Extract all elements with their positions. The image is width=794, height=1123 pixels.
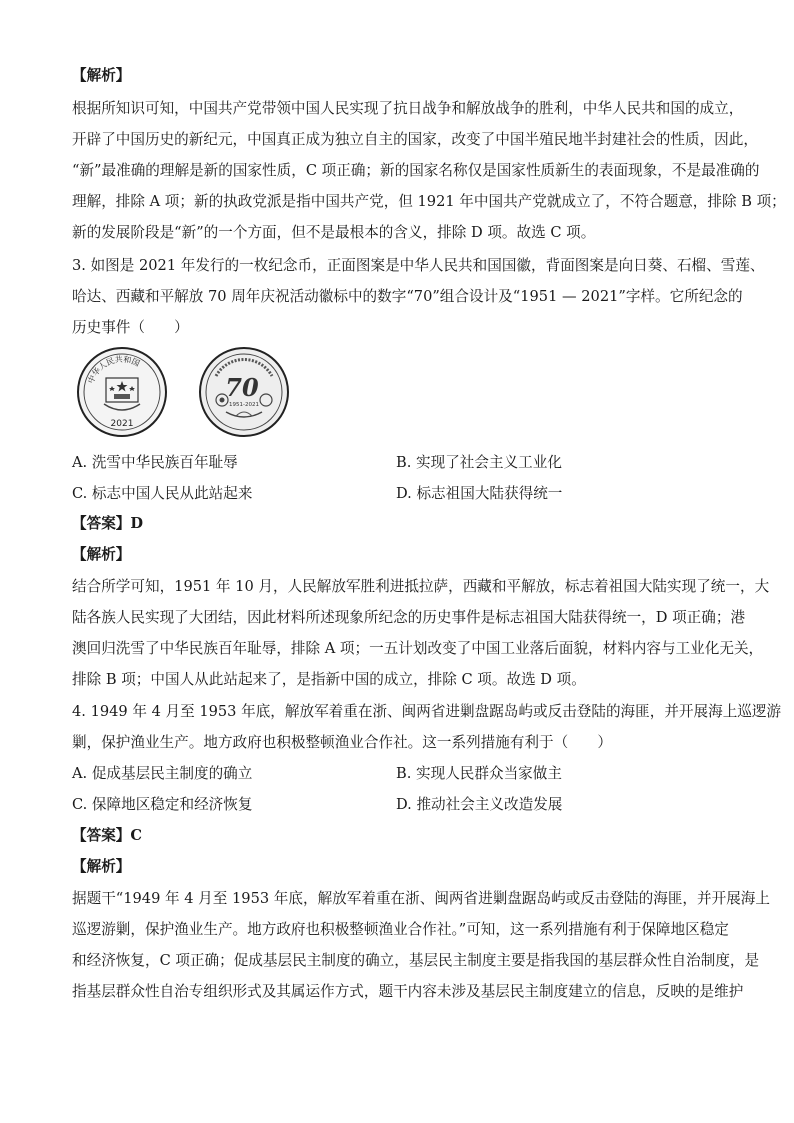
- coin-back-number: 70: [225, 373, 259, 402]
- q3-option-b: B. 实现了社会主义工业化: [396, 454, 562, 471]
- q4-stem-line-2: 剿，保护渔业生产。地方政府也积极整顿渔业合作社。这一系列措施有利于（ ）: [72, 734, 612, 751]
- q2-analysis-label: 【解析】: [72, 67, 131, 84]
- q2-analysis-line-2: 开辟了中国历史的新纪元，中国真正成为独立自主的国家，改变了中国半殖民地半封建社会的性质，因此，: [72, 131, 758, 148]
- q2-analysis-line-5: 新的发展阶段是“新”的一个方面，但不是最根本的含义，排除 D 项。故选 C 项。: [72, 224, 596, 241]
- q3-stem-line-3: 历史事件（ ）: [72, 319, 189, 336]
- q2-analysis-line-3: “新”最准确的理解是新的国家性质，C 项正确；新的国家名称仅是国家性质新生的表面现象，不是最准确的: [72, 162, 760, 179]
- q3-analysis-line-3: 澳回归洗雪了中华民族百年耻辱，排除 A 项；一五计划改变了中国工业落后面貌，材料内容与工业化无关，: [72, 640, 764, 657]
- q2-analysis-line-4: 理解，排除 A 项；新的执政党派是指中国共产党，但 1921 年中国共产党就成立了，不符合题意，排除 B 项；: [72, 193, 786, 210]
- q3-analysis-line-1: 结合所学可知，1951 年 10 月，人民解放军胜利进抵拉萨，西藏和平解放，标志着祖国大陆实现了统一，大: [72, 578, 770, 595]
- q4-stem-line-1: 4. 1949 年 4 月至 1953 年底，解放军着重在浙、闽两省进剿盘踞岛屿或反击登陆的海匪，并开展海上巡逻游: [72, 703, 782, 720]
- q2-analysis-line-1: 根据所知识可知，中国共产党带领中国人民实现了抗日战争和解放战争的胜利，中华人民共和国的成立，: [72, 100, 744, 117]
- q4-option-c: C. 保障地区稳定和经济恢复: [72, 796, 253, 813]
- coin-front-year: 2021: [110, 419, 134, 429]
- q4-option-b: B. 实现人民群众当家做主: [396, 765, 562, 782]
- commemorative-coin-image: [76, 346, 304, 438]
- coin-front-text: 中华人民共和国: [86, 354, 142, 385]
- q4-analysis-label: 【解析】: [72, 858, 131, 875]
- q3-analysis-label: 【解析】: [72, 546, 131, 563]
- q3-stem-line-1: 3. 如图是 2021 年发行的一枚纪念币，正面图案是中华人民共和国国徽，背面图案是向日葵、石榴、雪莲、: [72, 257, 765, 274]
- coin-back: [200, 348, 288, 436]
- q3-option-c: C. 标志中国人民从此站起来: [72, 485, 253, 502]
- q3-analysis-line-4: 排除 B 项；中国人从此站起来了，是指新中国的成立，排除 C 项。故选 D 项。: [72, 671, 586, 688]
- q3-stem-line-2: 哈达、西藏和平解放 70 周年庆祝活动徽标中的数字“70”组合设计及“1951 — 2021”字样。它所纪念的: [72, 288, 743, 305]
- q3-analysis-line-2: 陆各族人民实现了大团结，因此材料所述现象所纪念的历史事件是标志祖国大陆获得统一，D 项正确；港: [72, 609, 746, 626]
- q4-option-a: A. 促成基层民主制度的确立: [72, 765, 253, 782]
- q4-analysis-line-2: 巡逻游剿，保护渔业生产。地方政府也积极整顿渔业合作社。”可知，这一系列措施有利于保障地区稳定: [72, 921, 729, 938]
- coin-back-years: 1951-2021: [229, 402, 259, 408]
- q4-analysis-line-4: 指基层群众性自治专组织形式及其属运作方式，题干内容未涉及基层民主制度建立的信息，反映的是维护: [72, 983, 744, 1000]
- q3-option-a: A. 洗雪中华民族百年耻辱: [72, 454, 238, 471]
- q4-answer: 【答案】C: [72, 827, 142, 844]
- coin-front: [78, 348, 166, 436]
- q3-answer: 【答案】D: [72, 515, 144, 532]
- q4-analysis-line-3: 和经济恢复，C 项正确；促成基层民主制度的确立，基层民主制度主要是指我国的基层群众性自治制度，是: [72, 952, 760, 969]
- q4-analysis-line-1: 据题干“1949 年 4 月至 1953 年底，解放军着重在浙、闽两省进剿盘踞岛屿或反击登陆的海匪，并开展海上: [72, 890, 770, 907]
- q4-option-d: D. 推动社会主义改造发展: [396, 796, 563, 813]
- q3-option-d: D. 标志祖国大陆获得统一: [396, 485, 563, 502]
